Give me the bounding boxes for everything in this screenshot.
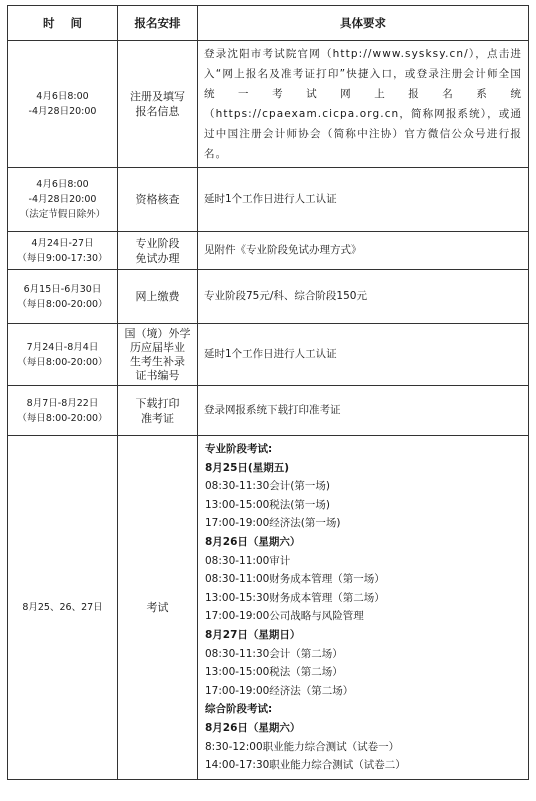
exam-session: 17:00-19:00公司战略与风险管理 — [205, 610, 364, 623]
table-row — [8, 232, 529, 270]
time-line: （法定节假日除外） — [19, 209, 106, 220]
table-row — [8, 386, 529, 436]
time-cell — [8, 324, 118, 386]
time-line: -4月28日20:00 — [28, 194, 97, 205]
registration-schedule-table — [7, 5, 529, 780]
time-line: （每日8:00-20:00） — [17, 298, 108, 310]
exam-session: 17:00-19:00经济法（第二场） — [205, 684, 354, 697]
exam-heading: 综合阶段考试: — [205, 703, 273, 716]
exam-heading: 8月26日（星期六） — [205, 721, 301, 734]
exam-session: 13:00-15:00税法(第一场) — [205, 498, 331, 511]
requirement-text: 延时1个工作日进行人工认证 — [204, 193, 337, 205]
arrangement-line: 资格核查 — [135, 193, 180, 206]
arrangement-line: 国（境）外学 — [124, 326, 191, 340]
exam-session: 08:30-11:30会计(第一场) — [205, 480, 331, 493]
exam-schedule-cell — [198, 436, 529, 780]
arrangement-cell — [118, 168, 198, 232]
table-row-exam — [8, 436, 529, 780]
time-line: -4月28日20:00 — [28, 106, 97, 117]
arrangement-line: 网上缴费 — [135, 290, 180, 303]
exam-session: 08:30-11:30会计（第二场） — [205, 647, 343, 660]
arrangement-line: 注册及填写 — [130, 90, 185, 103]
exam-heading: 专业阶段考试: — [205, 443, 273, 455]
table-header-row — [8, 6, 529, 41]
arrangement-line: 专业阶段 — [135, 236, 180, 250]
exam-heading: 8月27日（星期日） — [205, 628, 301, 641]
arrangement-line: 下载打印 — [135, 396, 180, 410]
table-row — [8, 168, 529, 232]
time-line: （每日9:00-17:30） — [17, 252, 108, 264]
requirement-cell — [198, 41, 529, 168]
exam-session: 08:30-11:00审计 — [205, 554, 291, 567]
exam-heading: 8月26日（星期六） — [205, 535, 301, 548]
time-line: 8月7日-8月22日 — [26, 397, 99, 409]
arrangement-line: 报名信息 — [135, 105, 180, 118]
time-cell — [8, 41, 118, 168]
time-line: （每日8:00-20:00） — [17, 412, 108, 424]
table-row — [8, 324, 529, 386]
arrangement-cell — [118, 41, 198, 168]
schedule-document — [7, 5, 528, 780]
exam-heading: 8月25日(星期五) — [205, 461, 290, 474]
arrangement-cell — [118, 270, 198, 324]
arrangement-line: 免试办理 — [135, 251, 180, 265]
arrangement-line: 准考证 — [141, 411, 174, 425]
table-row — [8, 41, 529, 168]
time-line: 6月15日-6月30日 — [23, 283, 102, 295]
exam-session: 08:30-11:00财务成本管理（第一场） — [205, 573, 385, 586]
time-line: 4月6日8:00 — [36, 179, 89, 190]
requirement-cell — [198, 386, 529, 436]
exam-session: 13:00-15:00税法（第二场） — [205, 666, 343, 679]
arrangement-line: 证书编号 — [135, 368, 180, 382]
requirement-text: 登录网报系统下载打印准考证 — [204, 404, 341, 416]
arrangement-line: 历应届毕业 — [130, 340, 185, 354]
header-requirement: 具体要求 — [198, 6, 529, 41]
arrangement-line: 生考生补录 — [130, 354, 185, 368]
time-cell: 8月25、26、27日 — [8, 436, 118, 780]
time-cell — [8, 386, 118, 436]
time-cell — [8, 232, 118, 270]
table-row — [8, 270, 529, 324]
requirement-cell — [198, 324, 529, 386]
time-line: 4月24日-27日 — [31, 237, 94, 249]
time-line: 4月6日8:00 — [36, 91, 89, 102]
exam-session: 13:00-15:30财务成本管理（第二场） — [205, 591, 385, 604]
arrangement-cell — [118, 386, 198, 436]
arrangement-cell — [118, 324, 198, 386]
requirement-text: 见附件《专业阶段免试办理方式》 — [204, 244, 362, 256]
arrangement-cell — [118, 232, 198, 270]
header-time: 时 间 — [8, 6, 118, 41]
exam-session: 8:30-12:00职业能力综合测试（试卷一） — [205, 740, 400, 753]
header-arrangement: 报名安排 — [118, 6, 198, 41]
requirement-cell — [198, 168, 529, 232]
requirement-text: 登录沈阳市考试院官网（http://www.sysksy.cn/），点击进入“网上报名及准考证打印”快捷入口，或登录注册会计师全国统一考试网上报名系统（https://cpaexam.cicpa.org.cn，简称网报系统），或通过中国注册会计师协会（简称中注协）官方微信公众号进行报名。 — [204, 48, 522, 160]
requirement-cell — [198, 270, 529, 324]
exam-session: 14:00-17:30职业能力综合测试（试卷二） — [205, 759, 406, 772]
time-line: （每日8:00-20:00） — [17, 356, 108, 368]
time-line: 7月24日-8月4日 — [26, 341, 99, 353]
exam-session: 17:00-19:00经济法(第一场) — [205, 517, 341, 530]
time-cell — [8, 270, 118, 324]
requirement-cell — [198, 232, 529, 270]
requirement-text: 专业阶段75元/科、综合阶段150元 — [204, 290, 367, 302]
arrangement-cell: 考试 — [118, 436, 198, 780]
time-cell — [8, 168, 118, 232]
requirement-text: 延时1个工作日进行人工认证 — [204, 348, 337, 360]
